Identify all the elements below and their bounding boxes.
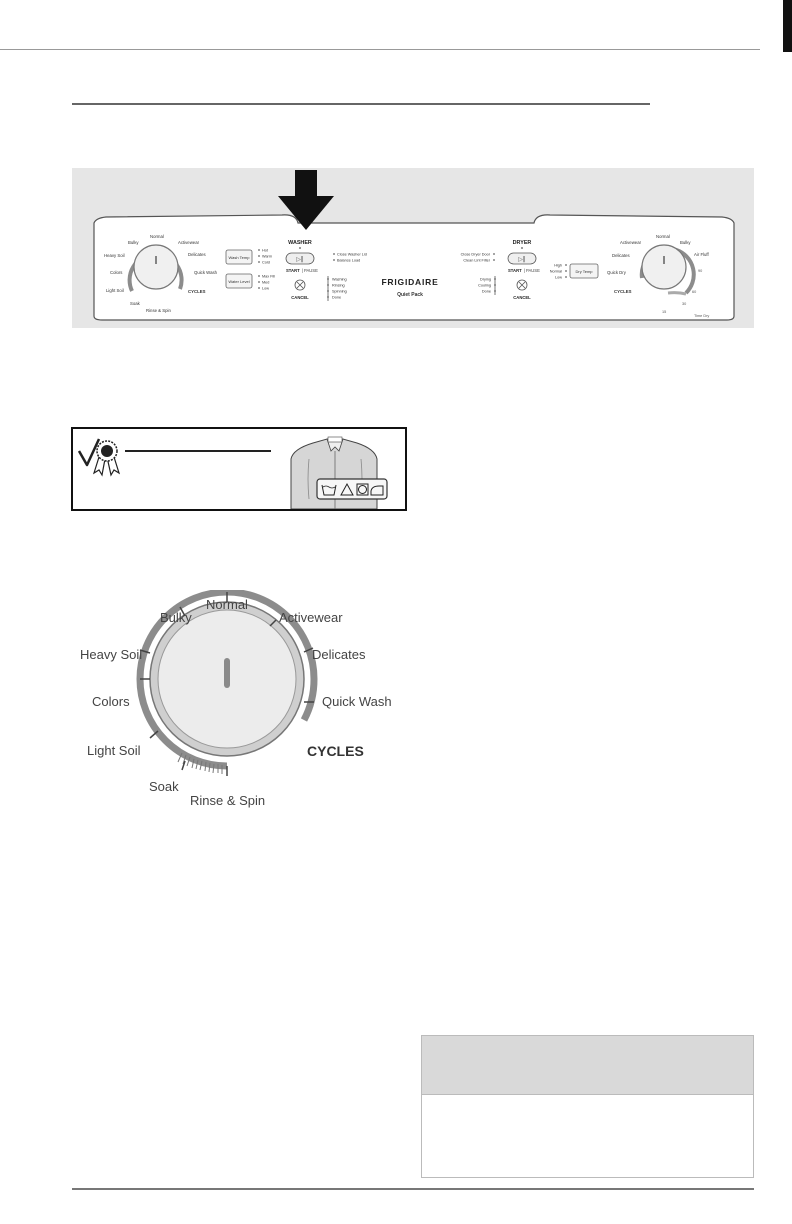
cut-line <box>0 49 760 50</box>
wash-temp-hot: Hot <box>262 248 268 253</box>
wash-temp-warm: Warm <box>262 254 272 259</box>
play-pause-icon: ▷‖ <box>296 256 304 263</box>
washer-cycle-activewear: Activewear <box>178 240 200 245</box>
dry-temp-button[interactable] <box>570 264 598 278</box>
time-dry-30: 30 <box>682 302 687 306</box>
dry-temp-low: Low <box>555 275 562 280</box>
washer-cycle-bulky: Bulky <box>128 240 139 245</box>
indicator-close-dryer-door: Close Dryer Door <box>460 252 490 257</box>
dryer-cycle-normal: Normal <box>656 234 670 239</box>
control-panel-illustration <box>72 168 754 328</box>
status-cooling: Cooling <box>478 283 491 288</box>
washer-cycle-normal: Normal <box>150 234 164 239</box>
dial-label-delicates: Delicates <box>312 647 366 662</box>
indicator-clean-lint-filter: Clean Lint Filter <box>463 258 490 263</box>
brand-logo: FRIGIDAIRE <box>381 277 439 287</box>
dial-label-quick-wash: Quick Wash <box>322 694 392 709</box>
washer-cycle-soak: Soak <box>130 301 140 306</box>
model-name: Quiet Pack <box>397 292 423 298</box>
dryer-start-label: START <box>508 268 522 273</box>
footer-rule <box>72 1188 754 1190</box>
dry-temp-normal: Normal <box>549 269 562 274</box>
wash-temp-button-label: Wash Temp <box>228 255 250 260</box>
dryer-cycle-quick-dry: Quick Dry <box>607 270 626 275</box>
dry-temp-high: High <box>554 263 562 268</box>
dryer-cycle-bulky: Bulky <box>680 240 691 245</box>
play-pause-icon: ▷‖ <box>518 256 526 263</box>
dial-cycles-label: CYCLES <box>307 743 364 759</box>
shirt-care-label-icon <box>291 437 387 509</box>
svg-text:|: | <box>302 268 304 273</box>
dryer-pause-label: PAUSE <box>526 268 540 273</box>
time-dry-90: 90 <box>698 269 703 273</box>
header-rule <box>72 103 650 105</box>
water-level-button[interactable] <box>226 274 252 288</box>
award-ribbon-icon <box>79 439 119 475</box>
water-level-low: Low <box>262 286 269 291</box>
washer-cycle-rinse-spin: Rinse & Spin <box>146 308 171 313</box>
panel-outline <box>94 215 734 320</box>
water-level-max: Max Fill <box>262 274 276 279</box>
washer-cycle-delicates: Delicates <box>188 252 206 257</box>
wash-temp-button[interactable] <box>226 250 252 264</box>
water-level-med: Med <box>262 280 270 285</box>
dial-label-activewear: Activewear <box>279 610 343 625</box>
dryer-title: DRYER <box>512 240 532 246</box>
dial-pointer <box>224 658 230 688</box>
indicator-balance-load: Balance Load <box>337 258 361 263</box>
time-dry-label: Time Dry <box>694 314 710 318</box>
washer-cancel-button[interactable] <box>295 280 305 290</box>
time-dry-60: 60 <box>692 290 697 294</box>
page-edge-tab <box>783 0 792 52</box>
washer-cycle-colors: Colors <box>110 270 123 275</box>
note-box <box>421 1035 754 1178</box>
washer-cancel-label: CANCEL <box>291 295 309 300</box>
time-dry-15: 15 <box>662 310 667 314</box>
dial-label-soak: Soak <box>149 779 179 794</box>
status-dryer-done: Done <box>481 289 491 294</box>
dial-label-rinse-spin: Rinse & Spin <box>190 793 266 808</box>
dry-temp-button-label: Dry Temp <box>575 269 593 274</box>
washer-cycle-quick-wash: Quick Wash <box>194 270 218 275</box>
care-tip-svg <box>73 429 405 509</box>
dryer-cycles-label: CYCLES <box>614 289 632 294</box>
washer-title: WASHER <box>288 240 312 246</box>
washer-cycle-light-soil: Light Soil <box>106 288 124 293</box>
dial-label-normal: Normal <box>206 597 248 612</box>
dryer-cycle-delicates: Delicates <box>612 253 630 258</box>
washer-pause-label: PAUSE <box>304 268 318 273</box>
status-rinsing: Rinsing <box>332 283 345 288</box>
svg-text:|: | <box>524 268 526 273</box>
wash-temp-cold: Cold <box>262 260 270 265</box>
status-done: Done <box>332 295 342 300</box>
dial-label-light-soil: Light Soil <box>87 743 141 758</box>
washer-start-label: START <box>286 268 300 273</box>
care-tip-box <box>71 427 407 511</box>
washer-cycle-heavy-soil: Heavy Soil <box>104 253 125 258</box>
dryer-cycle-air-fluff: Air Fluff <box>694 252 709 257</box>
indicator-close-washer-lid: Close Washer Lid <box>337 252 367 257</box>
dryer-cancel-button[interactable] <box>517 280 527 290</box>
washer-start-pause-button[interactable] <box>286 253 314 264</box>
water-level-button-label: Water Level <box>228 279 250 284</box>
washer-cycles-label: CYCLES <box>188 289 206 294</box>
control-panel-svg <box>72 168 754 328</box>
dial-label-bulky: Bulky <box>160 610 192 625</box>
dryer-cycle-activewear: Activewear <box>620 240 642 245</box>
note-box-header <box>422 1036 753 1095</box>
dial-label-heavy-soil: Heavy Soil <box>80 647 143 662</box>
dryer-start-pause-button[interactable] <box>508 253 536 264</box>
dial-label-colors: Colors <box>92 694 130 709</box>
status-washing: Washing <box>332 277 347 282</box>
status-spinning: Spinning <box>332 289 347 294</box>
status-drying: Drying <box>480 277 491 282</box>
dryer-cancel-label: CANCEL <box>513 295 531 300</box>
washer-cycle-dial-large <box>72 590 402 815</box>
